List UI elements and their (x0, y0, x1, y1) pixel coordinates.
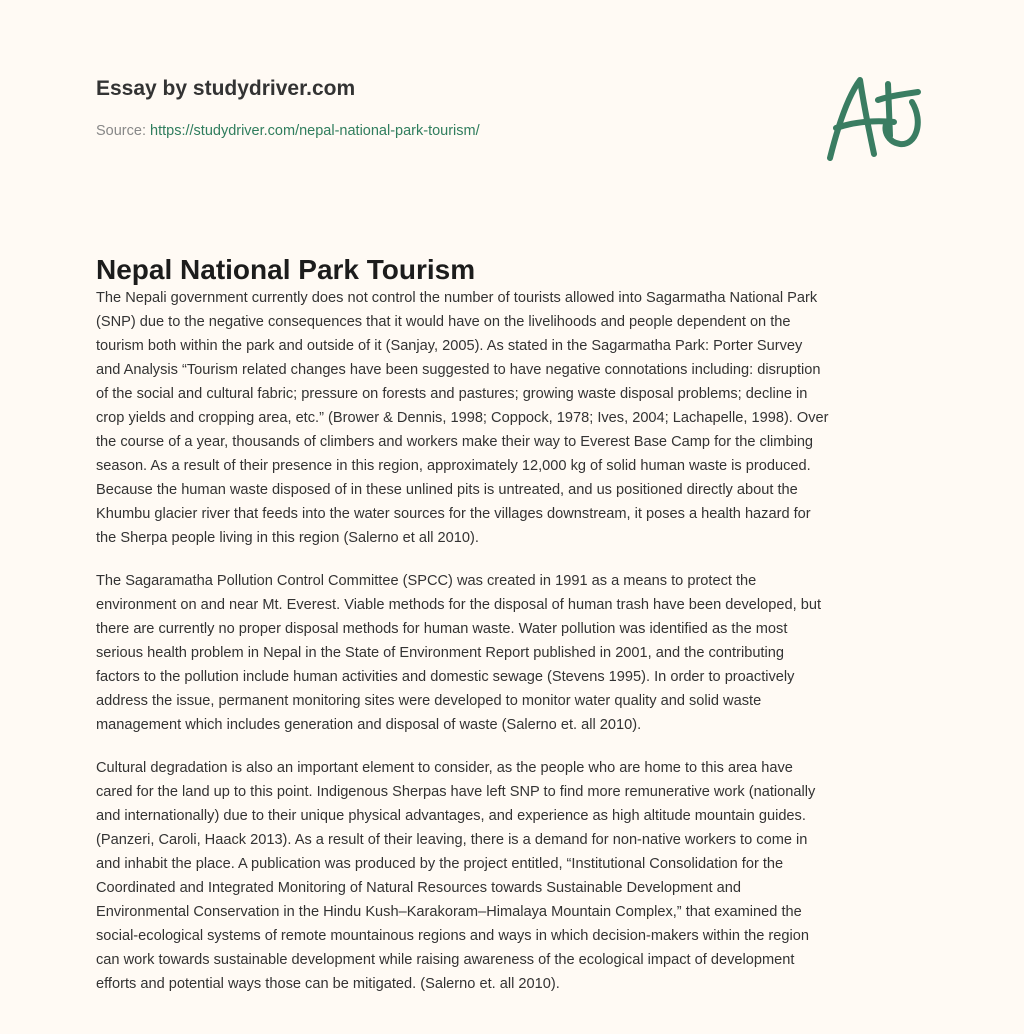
text-line: management which includes generation and disposal of waste (Salerno et. all 2010). (96, 717, 642, 733)
paragraph (96, 569, 936, 737)
text-line: the Sherpa people living in this region (Salerno et all 2010). (96, 530, 479, 546)
article-title: Nepal National Park Tourism (96, 254, 476, 285)
text-line: environment on and near Mt. Everest. Viable methods for the disposal of human trash have been developed, but (96, 597, 822, 613)
text-line: and inhabit the place. A publication was produced by the project entitled, “Institutional Consolidation for the (96, 856, 784, 872)
text-line: the course of a year, thousands of climbers and workers make their way to Everest Base Camp for the climbing (96, 434, 814, 450)
site-title: Essay by studydriver.com (96, 77, 356, 100)
article-body (96, 286, 936, 1015)
text-line: (Panzeri, Caroli, Haack 2013). As a result of their leaving, there is a demand for non-native workers to come in (96, 832, 808, 848)
source-label: Source: (96, 123, 146, 139)
text-line: cared for the land up to this point. Indigenous Sherpas have left SNP to find more remunerative work (nationally (96, 784, 816, 800)
text-line: and internationally) due to their unique physical advantages, and experience as high altitude mountain guides. (96, 808, 806, 824)
paragraph (96, 756, 936, 996)
text-line: factors to the pollution include human activities and domestic sewage (Stevens 1995). In order to proactively (96, 669, 795, 685)
a-plus-logo (820, 66, 930, 166)
text-line: Coordinated and Integrated Monitoring of Natural Resources towards Sustainable Development and (96, 880, 741, 896)
text-line: efforts and potential ways those can be mitigated. (Salerno et. all 2010). (96, 976, 560, 992)
text-line: there are currently no proper disposal methods for human waste. Water pollution was identified as the most (96, 621, 788, 637)
text-line: Khumbu glacier river that feeds into the water sources for the villages downstream, it poses a health hazard for (96, 506, 811, 522)
source-line (96, 123, 480, 139)
paragraph (96, 286, 936, 550)
text-line: can work towards sustainable development while raising awareness of the ecological impact of development (96, 952, 795, 968)
text-line: of the social and cultural fabric; pressure on forests and pastures; growing waste disposal problems; decline in (96, 386, 808, 402)
text-line: Cultural degradation is also an important element to consider, as the people who are home to this area have (96, 760, 793, 776)
text-line: social-ecological systems of remote mountainous regions and ways in which decision-makers within the region (96, 928, 809, 944)
text-line: and Analysis “Tourism related changes have been suggested to have negative connotations including: disruption (96, 362, 821, 378)
text-line: tourism both within the park and outside of it (Sanjay, 2005). As stated in the Sagarmatha Park: Porter Survey (96, 338, 803, 354)
text-line: season. As a result of their presence in this region, approximately 12,000 kg of solid human waste is produced. (96, 458, 811, 474)
text-line: Environmental Conservation in the Hindu Kush–Karakoram–Himalaya Mountain Complex,” that examined the (96, 904, 802, 920)
text-line: The Sagaramatha Pollution Control Committee (SPCC) was created in 1991 as a means to protect the (96, 573, 757, 589)
text-line: crop yields and cropping area, etc.” (Brower & Dennis, 1998; Coppock, 1978; Ives, 2004; Lachapelle, 1998). Over (96, 410, 829, 426)
text-line: (SNP) due to the negative consequences that it would have on the livelihoods and people dependent on the (96, 314, 791, 330)
text-line: The Nepali government currently does not control the number of tourists allowed into Sagarmatha National Park (96, 290, 818, 306)
source-link[interactable]: https://studydriver.com/nepal-national-park-tourism/ (150, 123, 480, 139)
text-line: address the issue, permanent monitoring sites were developed to monitor water quality and solid waste (96, 693, 762, 709)
text-line: Because the human waste disposed of in these unlined pits is untreated, and us positioned directly about the (96, 482, 798, 498)
text-line: serious health problem in Nepal in the State of Environment Report published in 2001, and the contributing (96, 645, 784, 661)
